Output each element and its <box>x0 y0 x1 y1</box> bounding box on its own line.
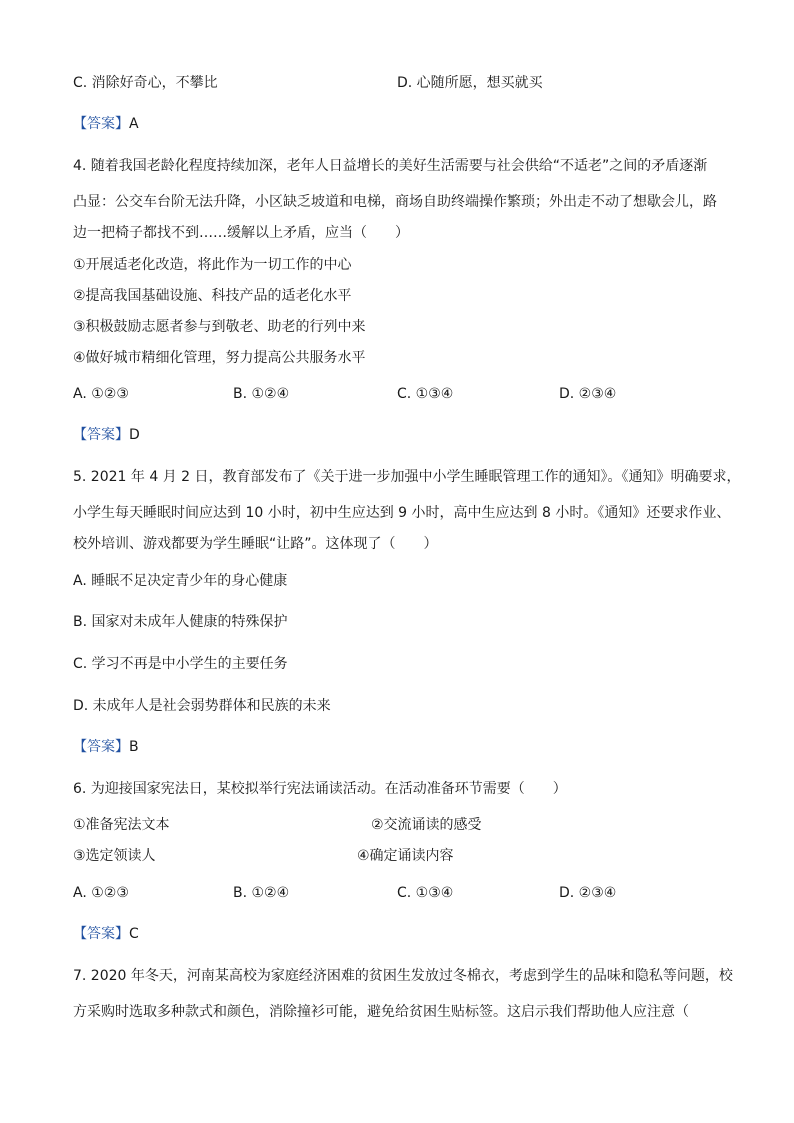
answer-line <box>73 114 139 134</box>
q6-option-d: D. ②③④ <box>559 885 617 901</box>
q7-stem-line: 方采购时选取多种款式和颜色，消除撞衫可能，避免给贫困生贴标签。这启示我们帮助他人应注意（ <box>73 1004 689 1020</box>
answer-tag: 【答案】 <box>73 926 129 942</box>
answer-value: B <box>129 739 139 755</box>
q4-stem-line: 边一把椅子都找不到……缓解以上矛盾，应当（ ） <box>73 225 409 241</box>
answer-tag: 【答案】 <box>73 116 129 132</box>
q6-option-b: B. ①②④ <box>233 885 290 901</box>
q6-stem: 6. 为迎接国家宪法日，某校拟举行宪法诵读活动。在活动准备环节需要（ ） <box>73 781 567 797</box>
q4-option-c: C. ①③④ <box>397 386 454 402</box>
q4-stem-line: 凸显：公交车台阶无法升降，小区缺乏坡道和电梯，商场自助终端操作繁琐；外出走不动了想歇会儿，路 <box>73 194 717 210</box>
q5-option-a: A. 睡眠不足决定青少年的身心健康 <box>73 573 288 589</box>
answer-value: A <box>129 116 139 132</box>
q4-statement: ②提高我国基础设施、科技产品的适老化水平 <box>73 288 352 304</box>
q4-option-a: A. ①②③ <box>73 386 129 402</box>
q5-answer <box>73 737 139 757</box>
answer-tag: 【答案】 <box>73 739 129 755</box>
q6-statement: ③选定领读人 <box>73 848 156 864</box>
q4-option-d: D. ②③④ <box>559 386 617 402</box>
q4-answer <box>73 425 140 445</box>
q5-stem-line: 5. 2021 年 4 月 2 日，教育部发布了《关于进一步加强中小学生睡眠管理工作的通知》。《通知》明确要求， <box>73 469 741 485</box>
q5-option-c: C. 学习不再是中小学生的主要任务 <box>73 656 288 672</box>
q6-option-a: A. ①②③ <box>73 885 129 901</box>
q4-statement: ④做好城市精细化管理，努力提高公共服务水平 <box>73 350 366 366</box>
q6-statement: ①准备宪法文本 <box>73 817 170 833</box>
q4-statement: ③积极鼓励志愿者参与到敬老、助老的行列中来 <box>73 319 366 335</box>
q4-option-b: B. ①②④ <box>233 386 290 402</box>
q6-statement: ②交流诵读的感受 <box>371 817 482 833</box>
q7-stem-line: 7. 2020 年冬天，河南某高校为家庭经济困难的贫困生发放过冬棉衣，考虑到学生的品味和隐私等问题，校 <box>73 968 733 984</box>
answer-value: D <box>129 427 140 443</box>
q5-stem-line: 校外培训、游戏都要为学生睡眠“让路”。这体现了（ ） <box>73 536 438 552</box>
q5-option-d: D. 未成年人是社会弱势群体和民族的未来 <box>73 698 331 714</box>
q4-stem-line: 4. 随着我国老龄化程度持续加深，老年人日益增长的美好生活需要与社会供给“不适老”之间的矛盾逐渐 <box>73 158 708 174</box>
option-c: C. 消除好奇心，不攀比 <box>73 75 218 91</box>
answer-tag: 【答案】 <box>73 427 129 443</box>
q5-option-b: B. 国家对未成年人健康的特殊保护 <box>73 614 288 630</box>
q4-statement: ①开展适老化改造，将此作为一切工作的中心 <box>73 257 352 273</box>
q6-answer <box>73 924 139 944</box>
option-d: D. 心随所愿，想买就买 <box>397 75 543 91</box>
q5-stem-line: 小学生每天睡眠时间应达到 10 小时，初中生应达到 9 小时，高中生应达到 8 小时。《通知》还要求作业、 <box>73 505 731 521</box>
q6-option-c: C. ①③④ <box>397 885 454 901</box>
answer-value: C <box>129 926 139 942</box>
q6-statement: ④确定诵读内容 <box>357 848 454 864</box>
